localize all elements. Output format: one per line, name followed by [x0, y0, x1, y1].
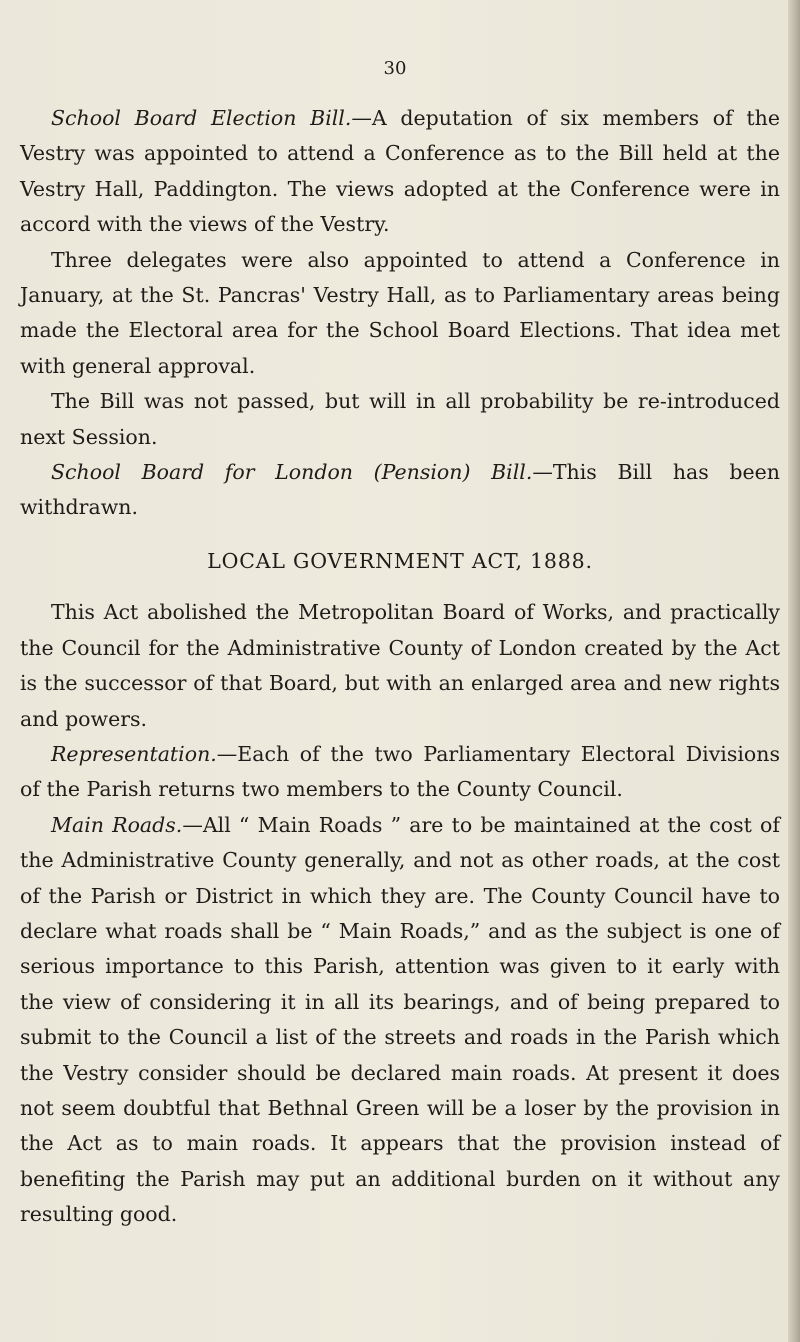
paragraph-lead: School Board for London (Pension) Bill. — [51, 460, 533, 485]
paragraph-bill-not-passed — [20, 384, 780, 455]
paragraph-text: The Bill was not passed, but will in all probability be re-introduced next Session. — [20, 389, 780, 449]
paragraph-representation — [20, 737, 780, 808]
paragraph-delegates — [20, 243, 780, 385]
paragraph-text: This Act abolished the Metropolitan Board of Works, and practically the Council for the Administrative County of London created by the Act is the successor of that Board, but with an enlarged area and new rights and powers. — [20, 600, 780, 731]
body-text — [20, 101, 780, 1233]
paragraph-text: —A deputation of six members of the Vestry was appointed to attend a Conference as to the Bill held at the Vestry Hall, Paddington. The views adopted at the Conference were in accord with the views of the Vestry. — [20, 106, 781, 237]
section-heading: LOCAL GOVERNMENT ACT, 1888. — [207, 548, 593, 573]
page-edge — [788, 0, 800, 1342]
page-number: 30 — [383, 58, 407, 79]
paragraph-pension-bill — [20, 455, 780, 526]
paragraph-lead: Main Roads. — [51, 812, 183, 837]
paragraph-text: —Each of the two Parliamentary Electoral Divisions of the Parish returns two members to the County Council. — [20, 741, 780, 802]
paragraph-school-board-election-bill — [20, 101, 780, 243]
paragraph-text: —This Bill has been withdrawn. — [20, 460, 780, 520]
paragraph-text: —All “ Main Roads ” are to be maintained at the cost of the Administrative County generally, and not as other roads, at the cost of the Parish or District in which they are. The County Council have to declare what roads shall be “ Main Roads,” and as the subject is one of serious importance to this Parish, attention was given to it early with the view of considering it in all its bearings, and of being prepared to submit to the Council a list of the streets and roads in the Parish which the Vestry consider should be declared main roads. At present it does not seem doubtful that Bethnal Green will be a loser by the provision in the Act as to main roads. It appears that the provision instead of benefiting the Parish may put an additional burden on it without any resulting good. — [20, 812, 780, 1227]
paragraph-lead: School Board Election Bill. — [51, 106, 352, 130]
paragraph-lead: Representation. — [51, 741, 217, 766]
paragraph-text: Three delegates were also appointed to attend a Conference in January, at the St. Pancras' Vestry Hall, as to Parliamentary areas being made the Electoral area for the School Board Elections. That idea met with general approval. — [20, 247, 780, 378]
paragraph-main-roads — [20, 808, 780, 1233]
paragraph-act-abolished — [20, 595, 780, 737]
